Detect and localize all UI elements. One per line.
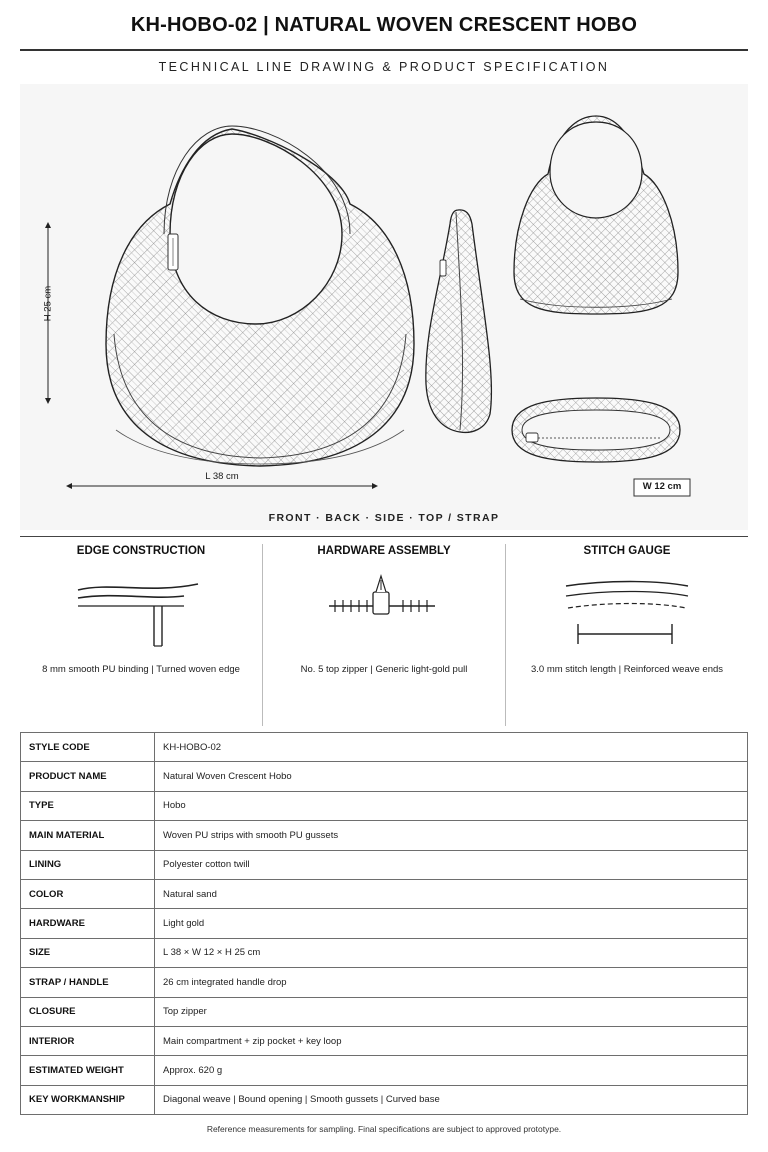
detail-caption: No. 5 top zipper | Generic light-gold pull xyxy=(300,664,468,675)
stitch-gauge-icon xyxy=(506,562,748,662)
detail-title: EDGE CONSTRUCTION xyxy=(76,545,206,557)
bag-line-drawing xyxy=(20,84,748,530)
side-view xyxy=(426,210,492,433)
spec-row xyxy=(21,762,748,791)
spec-value: Top zipper xyxy=(155,997,748,1026)
spec-row xyxy=(21,968,748,997)
spec-key: CLOSURE xyxy=(21,997,155,1026)
spec-row xyxy=(21,733,748,762)
spec-row xyxy=(21,1085,748,1114)
spec-value: 26 cm integrated handle drop xyxy=(155,968,748,997)
detail-title: HARDWARE ASSEMBLY xyxy=(317,545,451,557)
spec-row xyxy=(21,1056,748,1085)
length-label: L 38 cm xyxy=(205,471,239,482)
detail-edge-construction xyxy=(20,540,262,730)
spec-value: KH-HOBO-02 xyxy=(155,733,748,762)
detail-caption: 3.0 mm stitch length | Reinforced weave ends xyxy=(530,664,724,675)
header-rule xyxy=(20,49,748,51)
spec-row xyxy=(21,821,748,850)
specification-table xyxy=(20,732,748,1115)
zipper-icon xyxy=(263,562,505,662)
spec-key: STRAP / HANDLE xyxy=(21,968,155,997)
spec-key: SIZE xyxy=(21,938,155,967)
detail-caption: 8 mm smooth PU binding | Turned woven edge xyxy=(42,664,240,675)
spec-key: LINING xyxy=(21,850,155,879)
top-view xyxy=(512,398,680,462)
technical-drawing-panel xyxy=(20,84,748,530)
spec-key: TYPE xyxy=(21,791,155,820)
spec-row xyxy=(21,1026,748,1055)
spec-value: Diagonal weave | Bound opening | Smooth gussets | Curved base xyxy=(155,1085,748,1114)
detail-title: STITCH GAUGE xyxy=(583,545,671,557)
views-caption: FRONT · BACK · SIDE · TOP / STRAP xyxy=(268,512,500,524)
spec-key: KEY WORKMANSHIP xyxy=(21,1085,155,1114)
front-view xyxy=(106,126,414,466)
spec-value: Natural Woven Crescent Hobo xyxy=(155,762,748,791)
spec-key: COLOR xyxy=(21,879,155,908)
spec-row xyxy=(21,997,748,1026)
page-subtitle: TECHNICAL LINE DRAWING & PRODUCT SPECIFICATION xyxy=(158,60,610,74)
spec-key: INTERIOR xyxy=(21,1026,155,1055)
spec-key: HARDWARE xyxy=(21,909,155,938)
spec-value: Main compartment + zip pocket + key loop xyxy=(155,1026,748,1055)
back-view xyxy=(514,116,678,314)
spec-key: STYLE CODE xyxy=(21,733,155,762)
edge-binding-icon xyxy=(20,562,262,662)
width-label: W 12 cm xyxy=(642,481,682,492)
spec-value: Approx. 620 g xyxy=(155,1056,748,1085)
spec-value: Natural sand xyxy=(155,879,748,908)
section-rule xyxy=(20,536,748,537)
spec-key: ESTIMATED WEIGHT xyxy=(21,1056,155,1085)
spec-value: Hobo xyxy=(155,791,748,820)
footnote: Reference measurements for sampling. Final specifications are subject to approved prototype. xyxy=(206,1124,562,1134)
detail-hardware-assembly xyxy=(263,540,505,730)
spec-value: Woven PU strips with smooth PU gussets xyxy=(155,821,748,850)
spec-value: Polyester cotton twill xyxy=(155,850,748,879)
spec-value: Light gold xyxy=(155,909,748,938)
spec-key: MAIN MATERIAL xyxy=(21,821,155,850)
page-title: KH-HOBO-02 | NATURAL WOVEN CRESCENT HOBO xyxy=(130,14,638,36)
spec-key: PRODUCT NAME xyxy=(21,762,155,791)
spec-row xyxy=(21,850,748,879)
spec-row xyxy=(21,791,748,820)
height-label: H 25 cm xyxy=(42,285,54,322)
spec-row xyxy=(21,879,748,908)
spec-row xyxy=(21,909,748,938)
detail-stitch-gauge xyxy=(506,540,748,730)
spec-value: L 38 × W 12 × H 25 cm xyxy=(155,938,748,967)
spec-row xyxy=(21,938,748,967)
